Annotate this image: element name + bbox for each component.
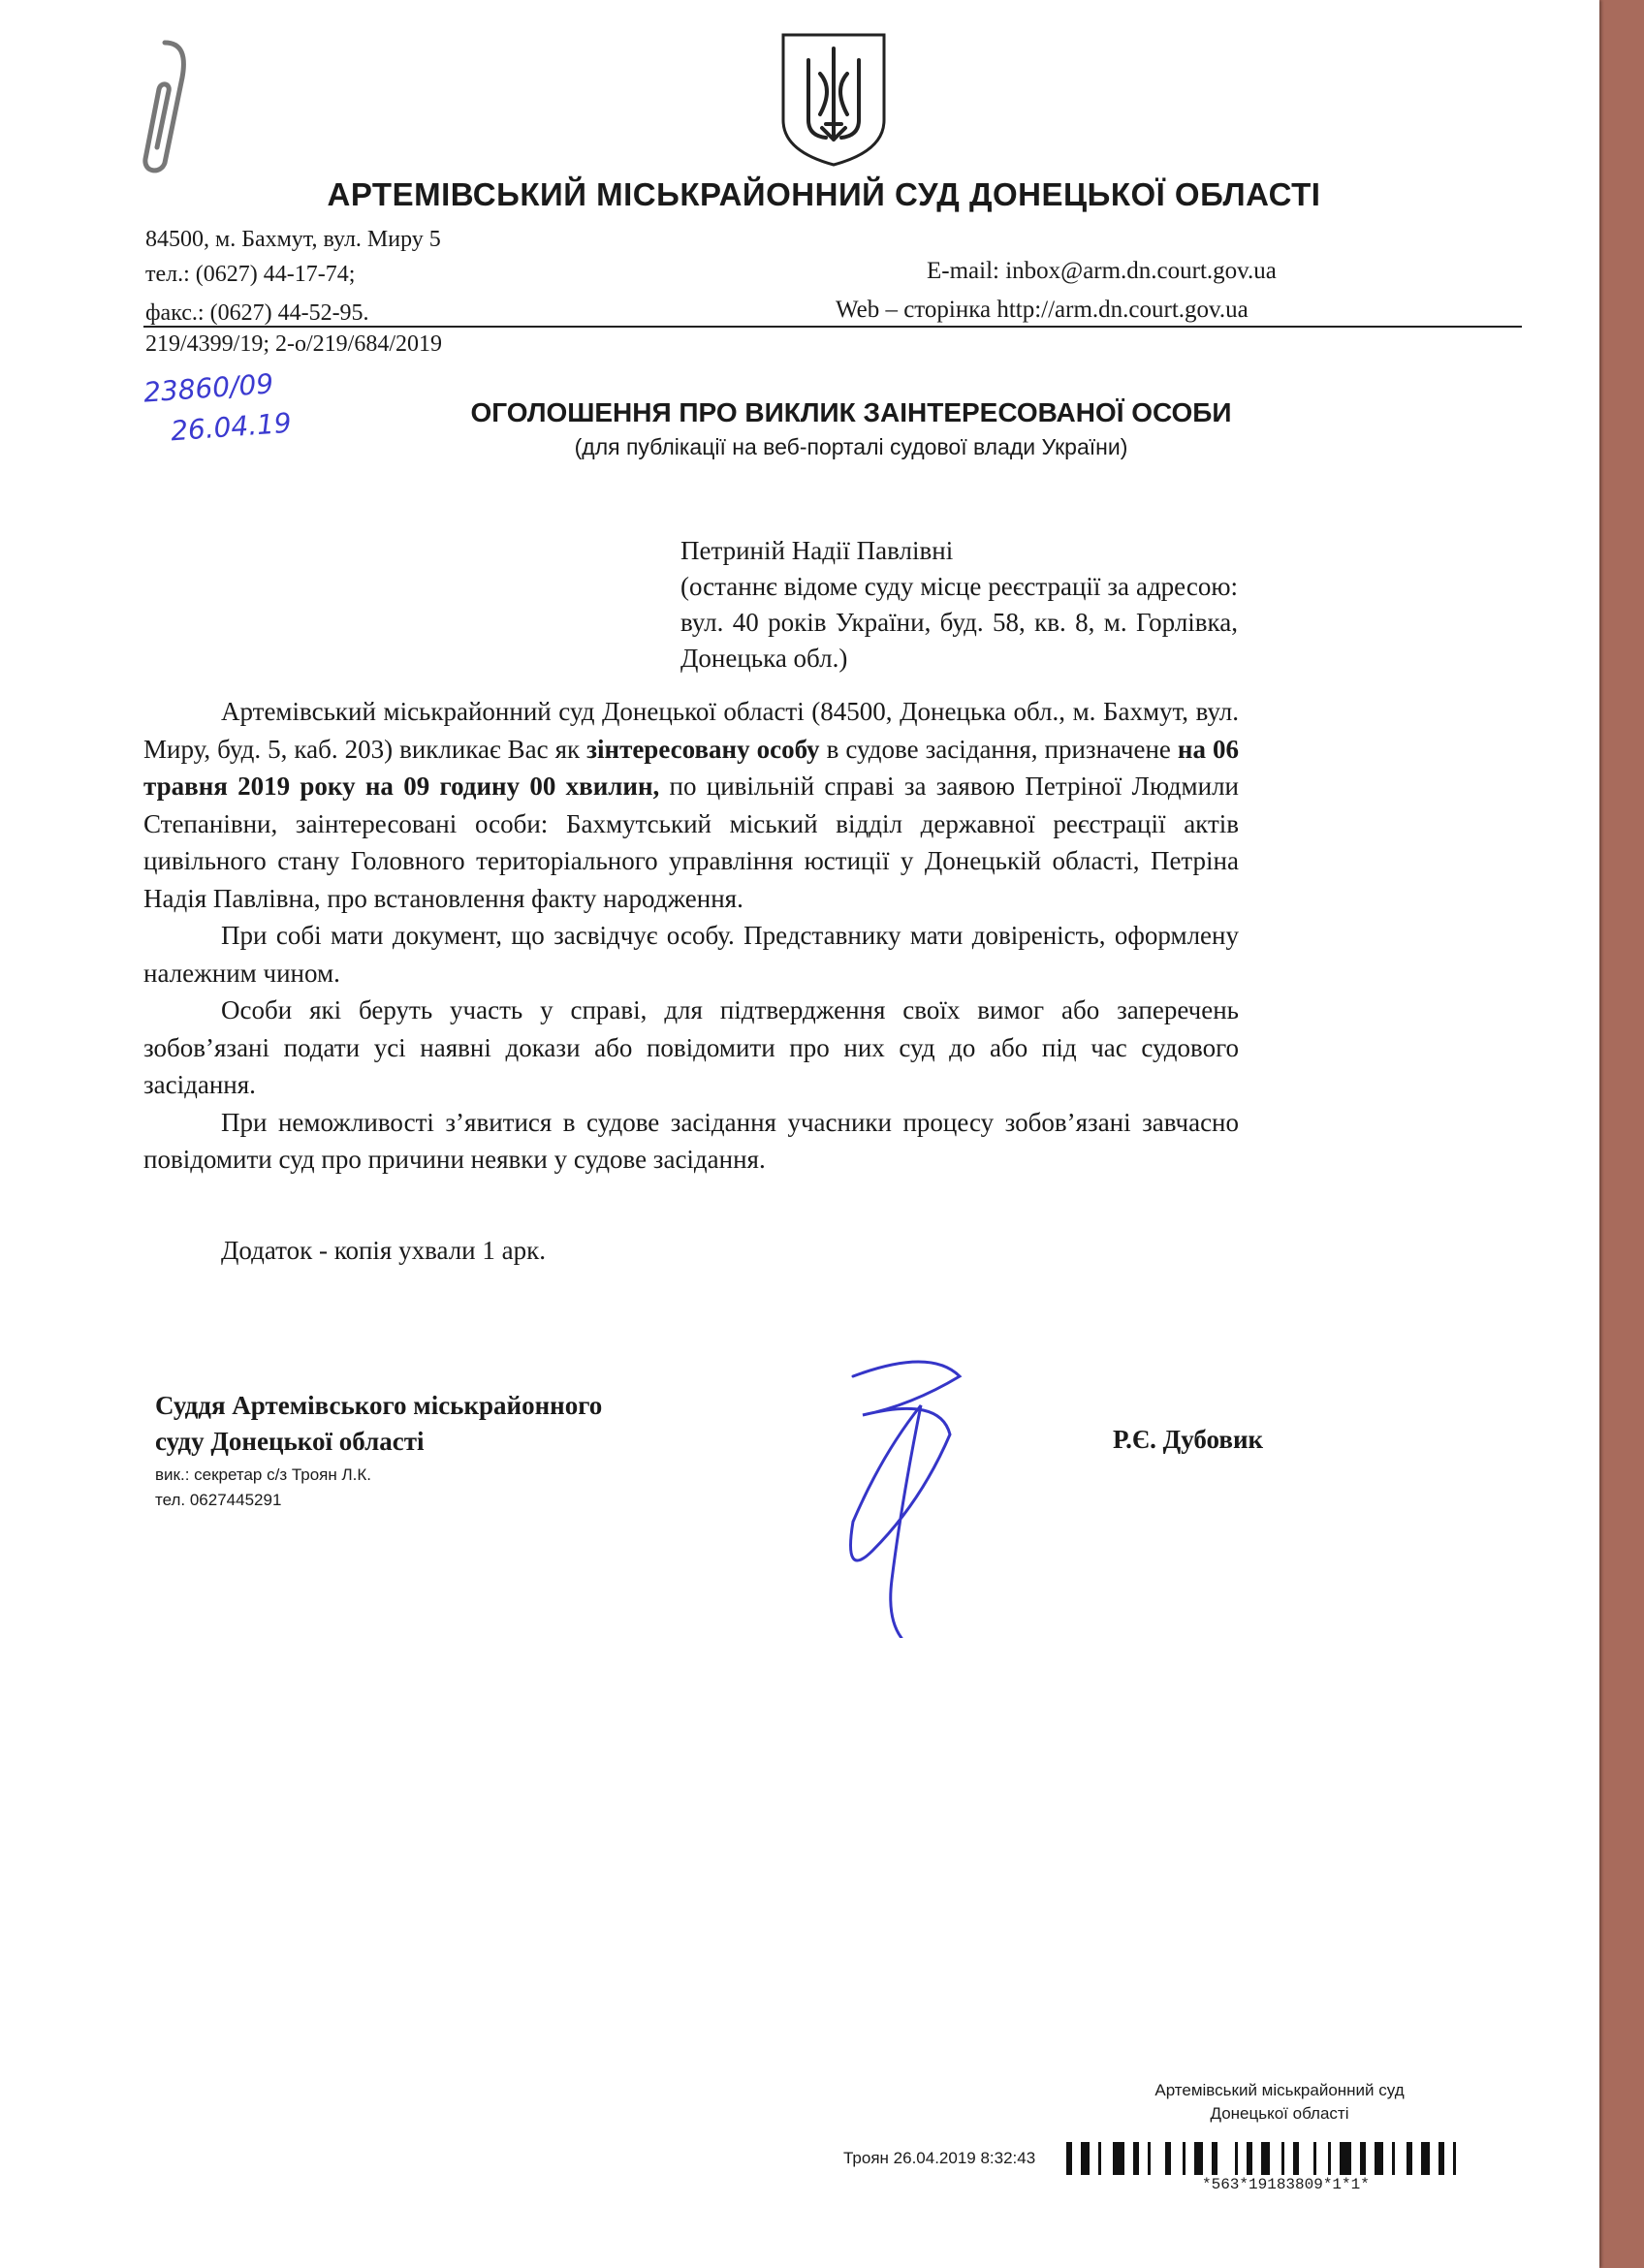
barcode-text: *563*19183809*1*1* (1202, 2176, 1370, 2193)
registration-stamp: Артемівський міськрайонний суд Донецької області (1154, 2081, 1405, 2123)
addressee-block (680, 533, 1238, 677)
court-address: 84500, м. Бахмут, вул. Миру 5 (145, 227, 441, 252)
barcode-icon (1066, 2142, 1532, 2175)
handwritten-registration-number: 23860/09 (142, 367, 275, 409)
court-website: Web – сторінка http://arm.dn.court.gov.ua (836, 297, 1249, 323)
header-divider (143, 326, 1522, 328)
court-fax: факс.: (0627) 44-52-95. (145, 300, 369, 326)
paragraph-absence: При неможливості з’явитися в судове засідання учасники процесу зобов’язані завчасно повідомити суд про причини неявки у судове засідання. (143, 1107, 1239, 1174)
court-phone: тел.: (0627) 44-17-74; (145, 262, 356, 287)
paragraph-evidence: Особи які беруть участь у справі, для підтвердження своїх вимог або заперечень зобов’язані подати усі наявні докази або повідомити про них суд до або під час судового засідання. (143, 995, 1239, 1099)
executor-note: вик.: секретар с/з Троян Л.К. (155, 1465, 372, 1484)
paragraph-documents: При собі мати документ, що засвідчує особу. Представнику мати довіреність, оформлену належним чином. (143, 921, 1239, 988)
judge-title: Суддя Артемівського міськрайонного суду Донецької області (155, 1391, 603, 1456)
addressee-address: (останнє відоме суду місце реєстрації за адресою: вул. 40 років України, буд. 58, кв. 8, м. Горлівка, Донецька обл.) (680, 572, 1238, 673)
case-numbers: 219/4399/19; 2-о/219/684/2019 (145, 331, 442, 357)
signature-icon (795, 1347, 1008, 1638)
registration-timestamp: Троян 26.04.2019 8:32:43 (843, 2149, 1036, 2167)
executor-phone: тел. 0627445291 (155, 1491, 282, 1509)
court-name: АРТЕМІВСЬКИЙ МІСЬКРАЙОННИЙ СУД ДОНЕЦЬКОЇ ОБЛАСТІ (327, 176, 1321, 212)
addressee-name: Петриній Надії Павлівні (680, 536, 954, 565)
ukraine-coat-of-arms-icon (775, 31, 892, 167)
court-email: E-mail: inbox@arm.dn.court.gov.ua (927, 258, 1277, 284)
paper-clip-icon (126, 39, 204, 174)
annex-note: Додаток - копія ухвали 1 арк. (221, 1236, 546, 1265)
judge-name: Р.Є. Дубовик (1113, 1425, 1264, 1454)
notice-body (143, 693, 1239, 1179)
notice-title: ОГОЛОШЕННЯ ПРО ВИКЛИК ЗАІНТЕРЕСОВАНОЇ ОСОБИ (470, 397, 1232, 427)
handwritten-registration-date: 26.04.19 (170, 406, 293, 448)
notice-subtitle: (для публікації на веб-порталі судової влади України) (574, 434, 1128, 459)
paragraph-summons: Артемівський міськрайонний суд Донецької області (84500, Донецька обл., м. Бахмут, вул. Миру, буд. 5, каб. 203) викликає Вас як зінтересовану особу в судове засідання, призначене на 06 травня 2019 року на 09 годину 00 хвилин, по цивільній справі за заявою Петріної Людмили Степанівни, заінтересовані особи: Бахмутський міський відділ державної реєстрації актів цивільного стану Головного територіального управління юстиції у Донецькій області, Петріна Надія Павлівна, про встановлення факту народження. (143, 697, 1239, 913)
